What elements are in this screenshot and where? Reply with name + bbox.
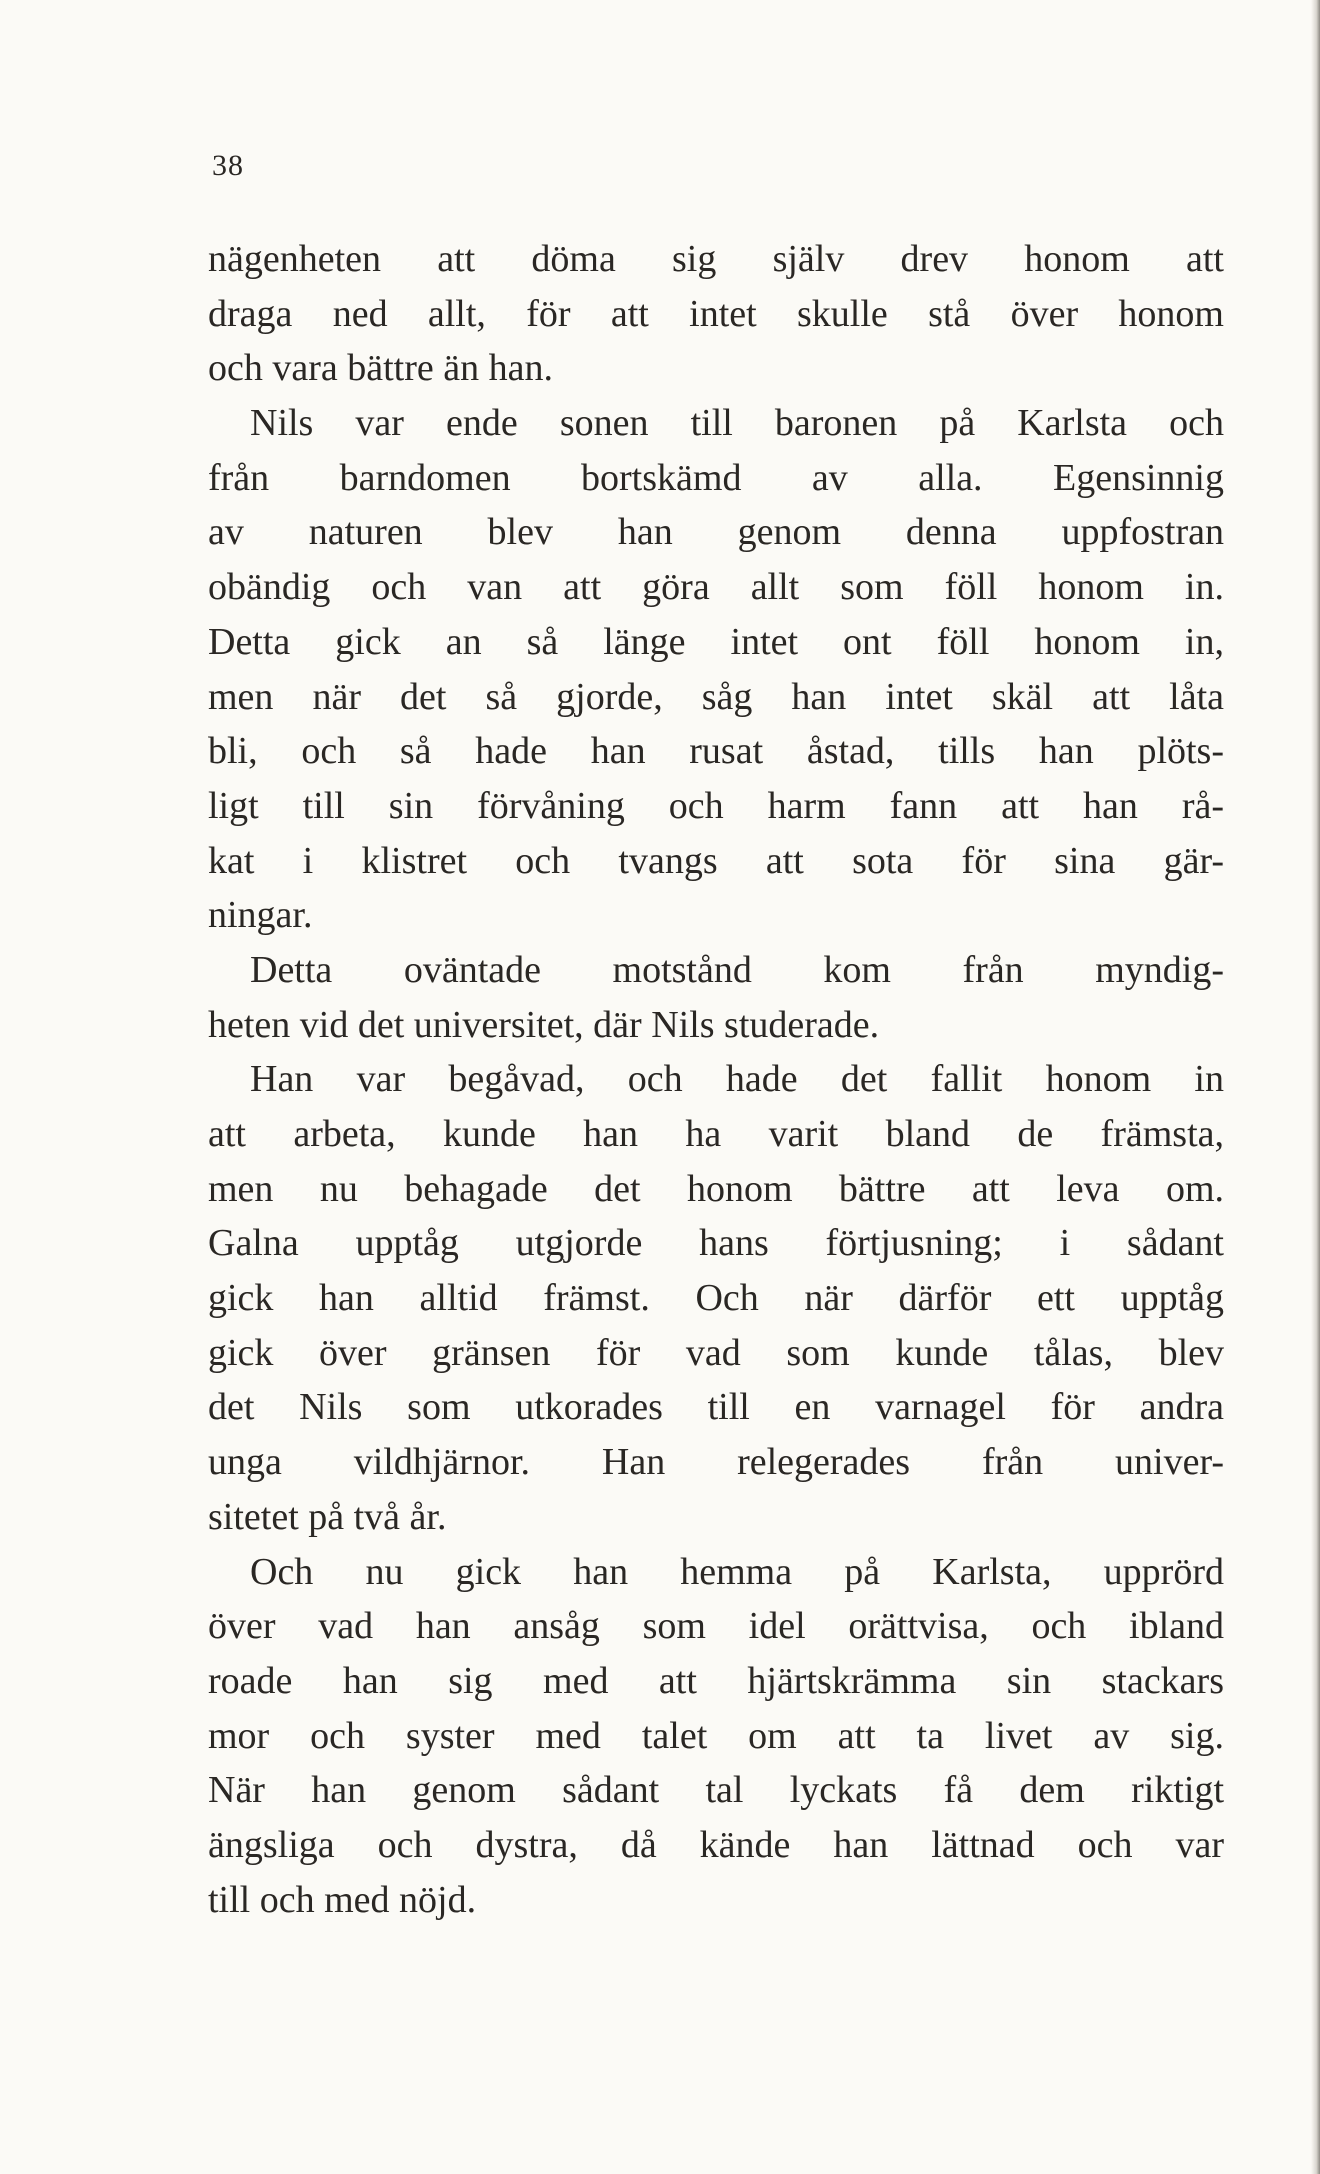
text-line: Han var begåvad, och hade det fallit honom in [250, 1058, 1224, 1101]
text-line: men nu behagade det honom bättre att leva om. [208, 1167, 1224, 1210]
text-line: att arbeta, kunde han ha varit bland de främsta, [208, 1113, 1224, 1155]
text-line: bli, och så hade han rusat åstad, tills han plöts- [208, 730, 1224, 773]
text-line: Galna upptåg utgjorde hans förtjusning; i sådant [208, 1222, 1224, 1265]
text-line: ängsliga och dystra, då kände han lättnad och var [208, 1823, 1224, 1866]
text-line: kat i klistret och tvangs att sota för sina gär- [208, 839, 1224, 882]
text-line: från barndomen bortskämd av alla. Egensinnig [208, 456, 1224, 499]
page-edge [1311, 0, 1320, 2174]
text-line: det Nils som utkorades till en varnagel för andra [208, 1386, 1224, 1429]
body-text [208, 232, 1224, 1927]
text-line: obändig och van att göra allt som föll honom in. [208, 566, 1224, 609]
text-line: mor och syster med talet om att ta livet av sig. [208, 1714, 1224, 1757]
text-line: och vara bättre än han. [208, 347, 553, 390]
text-line: roade han sig med att hjärtskrämma sin stackars [208, 1659, 1224, 1702]
text-line: ligt till sin förvåning och harm fann att han rå- [208, 784, 1224, 827]
text-line: unga vildhjärnor. Han relegerades från univer- [208, 1441, 1224, 1484]
page-number: 38 [212, 149, 244, 182]
text-line: av naturen blev han genom denna uppfostran [208, 511, 1224, 554]
text-line: Och nu gick han hemma på Karlsta, upprörd [250, 1550, 1224, 1593]
text-line: Nils var ende sonen till baronen på Karlsta och [250, 402, 1224, 445]
text-line: ningar. [208, 894, 313, 937]
text-line: Detta oväntade motstånd kom från myndig- [250, 948, 1224, 991]
text-line: över vad han ansåg som idel orättvisa, och ibland [208, 1605, 1224, 1648]
text-line: till och med nöjd. [208, 1878, 477, 1921]
text-line: gick han alltid främst. Och när därför ett upptåg [208, 1277, 1224, 1320]
text-line: gick över gränsen för vad som kunde tålas, blev [208, 1331, 1224, 1374]
text-line: nägenheten att döma sig själv drev honom att [208, 238, 1224, 280]
text-line: När han genom sådant tal lyckats få dem riktigt [208, 1769, 1224, 1812]
text-line: sitetet på två år. [208, 1495, 447, 1538]
text-line: men när det så gjorde, såg han intet skäl att låta [208, 675, 1224, 718]
text-line: heten vid det universitet, där Nils studerade. [208, 1003, 880, 1046]
text-line: draga ned allt, för att intet skulle stå över honom [208, 292, 1224, 335]
text-line: Detta gick an så länge intet ont föll honom in, [208, 620, 1224, 663]
